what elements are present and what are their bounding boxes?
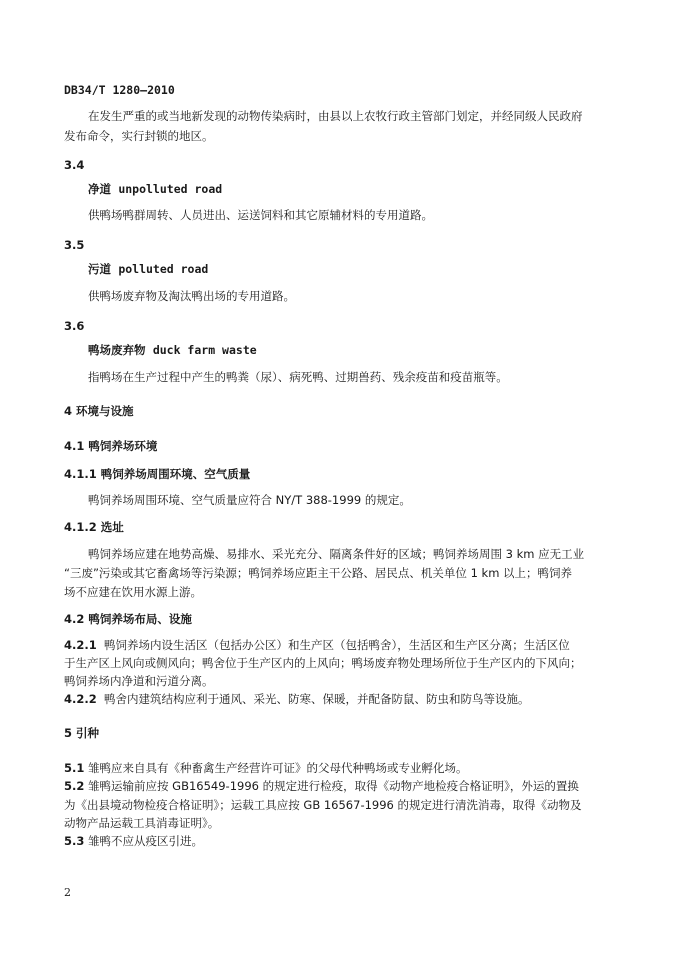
term-heading (88, 342, 257, 358)
paragraph-line: 雏鸭运输前应按 GB16549-1996 的规定进行检疫，取得《动物产地检疫合格证明》，外运的置换 (88, 779, 579, 793)
page-number: 2 (64, 886, 71, 899)
term-number: 3.6 (64, 319, 85, 333)
paragraph-line: 于生产区上风向或侧风向；鸭舍位于生产区内的上风向；鸭场废弃物处理场所位于生产区内的下风向； (64, 656, 582, 670)
term-en: duck farm waste (152, 343, 257, 357)
paragraph-line: 在发生严重的或当地新发现的动物传染病时，由县以上农牧行政主管部门划定，并经同级人民政府 (88, 109, 583, 123)
paragraph-line: 鸭饲养场内净道和污道分离。 (64, 674, 214, 688)
term-definition: 供鸭场废弃物及淘汰鸭出场的专用道路。 (88, 289, 295, 303)
paragraph-line: 发布命令，实行封锁的地区。 (64, 129, 214, 143)
paragraph-line: 鸭饲养场内设生活区（包括办公区）和生产区（包括鸭舍），生活区和生产区分离；生活区位 (104, 638, 570, 652)
paragraph-line: 雏鸭不应从疫区引进。 (88, 834, 203, 848)
clause-number: 5.2 (64, 779, 85, 793)
term-zh: 污道 (88, 262, 111, 276)
clause-number: 4.2.1 (64, 638, 97, 652)
document-code: DB34/T 1280—2010 (64, 83, 175, 97)
subsubsection-heading: 4.1.1 鸭饲养场周围环境、空气质量 (64, 467, 251, 481)
paragraph-line: 雏鸭应来自具有《种畜禽生产经营许可证》的父母代种鸭场或专业孵化场。 (88, 761, 468, 775)
term-zh: 鸭场废弃物 (88, 343, 146, 357)
section-heading: 5 引种 (64, 726, 100, 740)
term-zh: 净道 (88, 182, 111, 196)
clause-number: 5.3 (64, 834, 85, 848)
term-definition: 供鸭场鸭群周转、人员进出、运送饲料和其它原辅材料的专用道路。 (88, 208, 433, 222)
paragraph-line: 动物产品运载工具消毒证明》。 (64, 816, 220, 830)
paragraph-line: 鸭饲养场应建在地势高燥、易排水、采光充分、隔离条件好的区域；鸭饲养场周围 3 km 应无工业 (88, 547, 585, 561)
section-heading: 4 环境与设施 (64, 404, 134, 418)
term-definition: 指鸭场在生产过程中产生的鸭粪（尿）、病死鸭、过期兽药、残余疫苗和疫苗瓶等。 (88, 370, 508, 384)
clause-number: 4.2.2 (64, 692, 97, 706)
subsection-heading: 4.2 鸭饲养场布局、设施 (64, 612, 192, 626)
subsection-heading: 4.1 鸭饲养场环境 (64, 439, 158, 453)
subsubsection-heading: 4.1.2 选址 (64, 520, 124, 534)
term-heading (88, 181, 222, 197)
term-en: polluted road (118, 262, 209, 276)
paragraph-line: 鸭饲养场周围环境、空气质量应符合 NY/T 388-1999 的规定。 (88, 493, 411, 507)
term-number: 3.5 (64, 238, 85, 252)
paragraph-line: “三废”污染或其它畜禽场等污染源；鸭饲养场应距主干公路、居民点、机关单位 1 km 以上；鸭饲养 (64, 566, 573, 580)
paragraph-line: 为《出县境动物检疫合格证明》；运载工具应按 GB 16567-1996 的规定进行清洗消毒，取得《动物及 (64, 798, 582, 812)
term-number: 3.4 (64, 158, 85, 172)
clause-number: 5.1 (64, 761, 85, 775)
term-en: unpolluted road (118, 182, 223, 196)
paragraph-line: 场不应建在饮用水源上游。 (64, 585, 202, 599)
paragraph-line: 鸭舍内建筑结构应利于通风、采光、防寒、保暖，并配备防鼠、防虫和防鸟等设施。 (104, 692, 530, 706)
term-heading (88, 261, 208, 277)
